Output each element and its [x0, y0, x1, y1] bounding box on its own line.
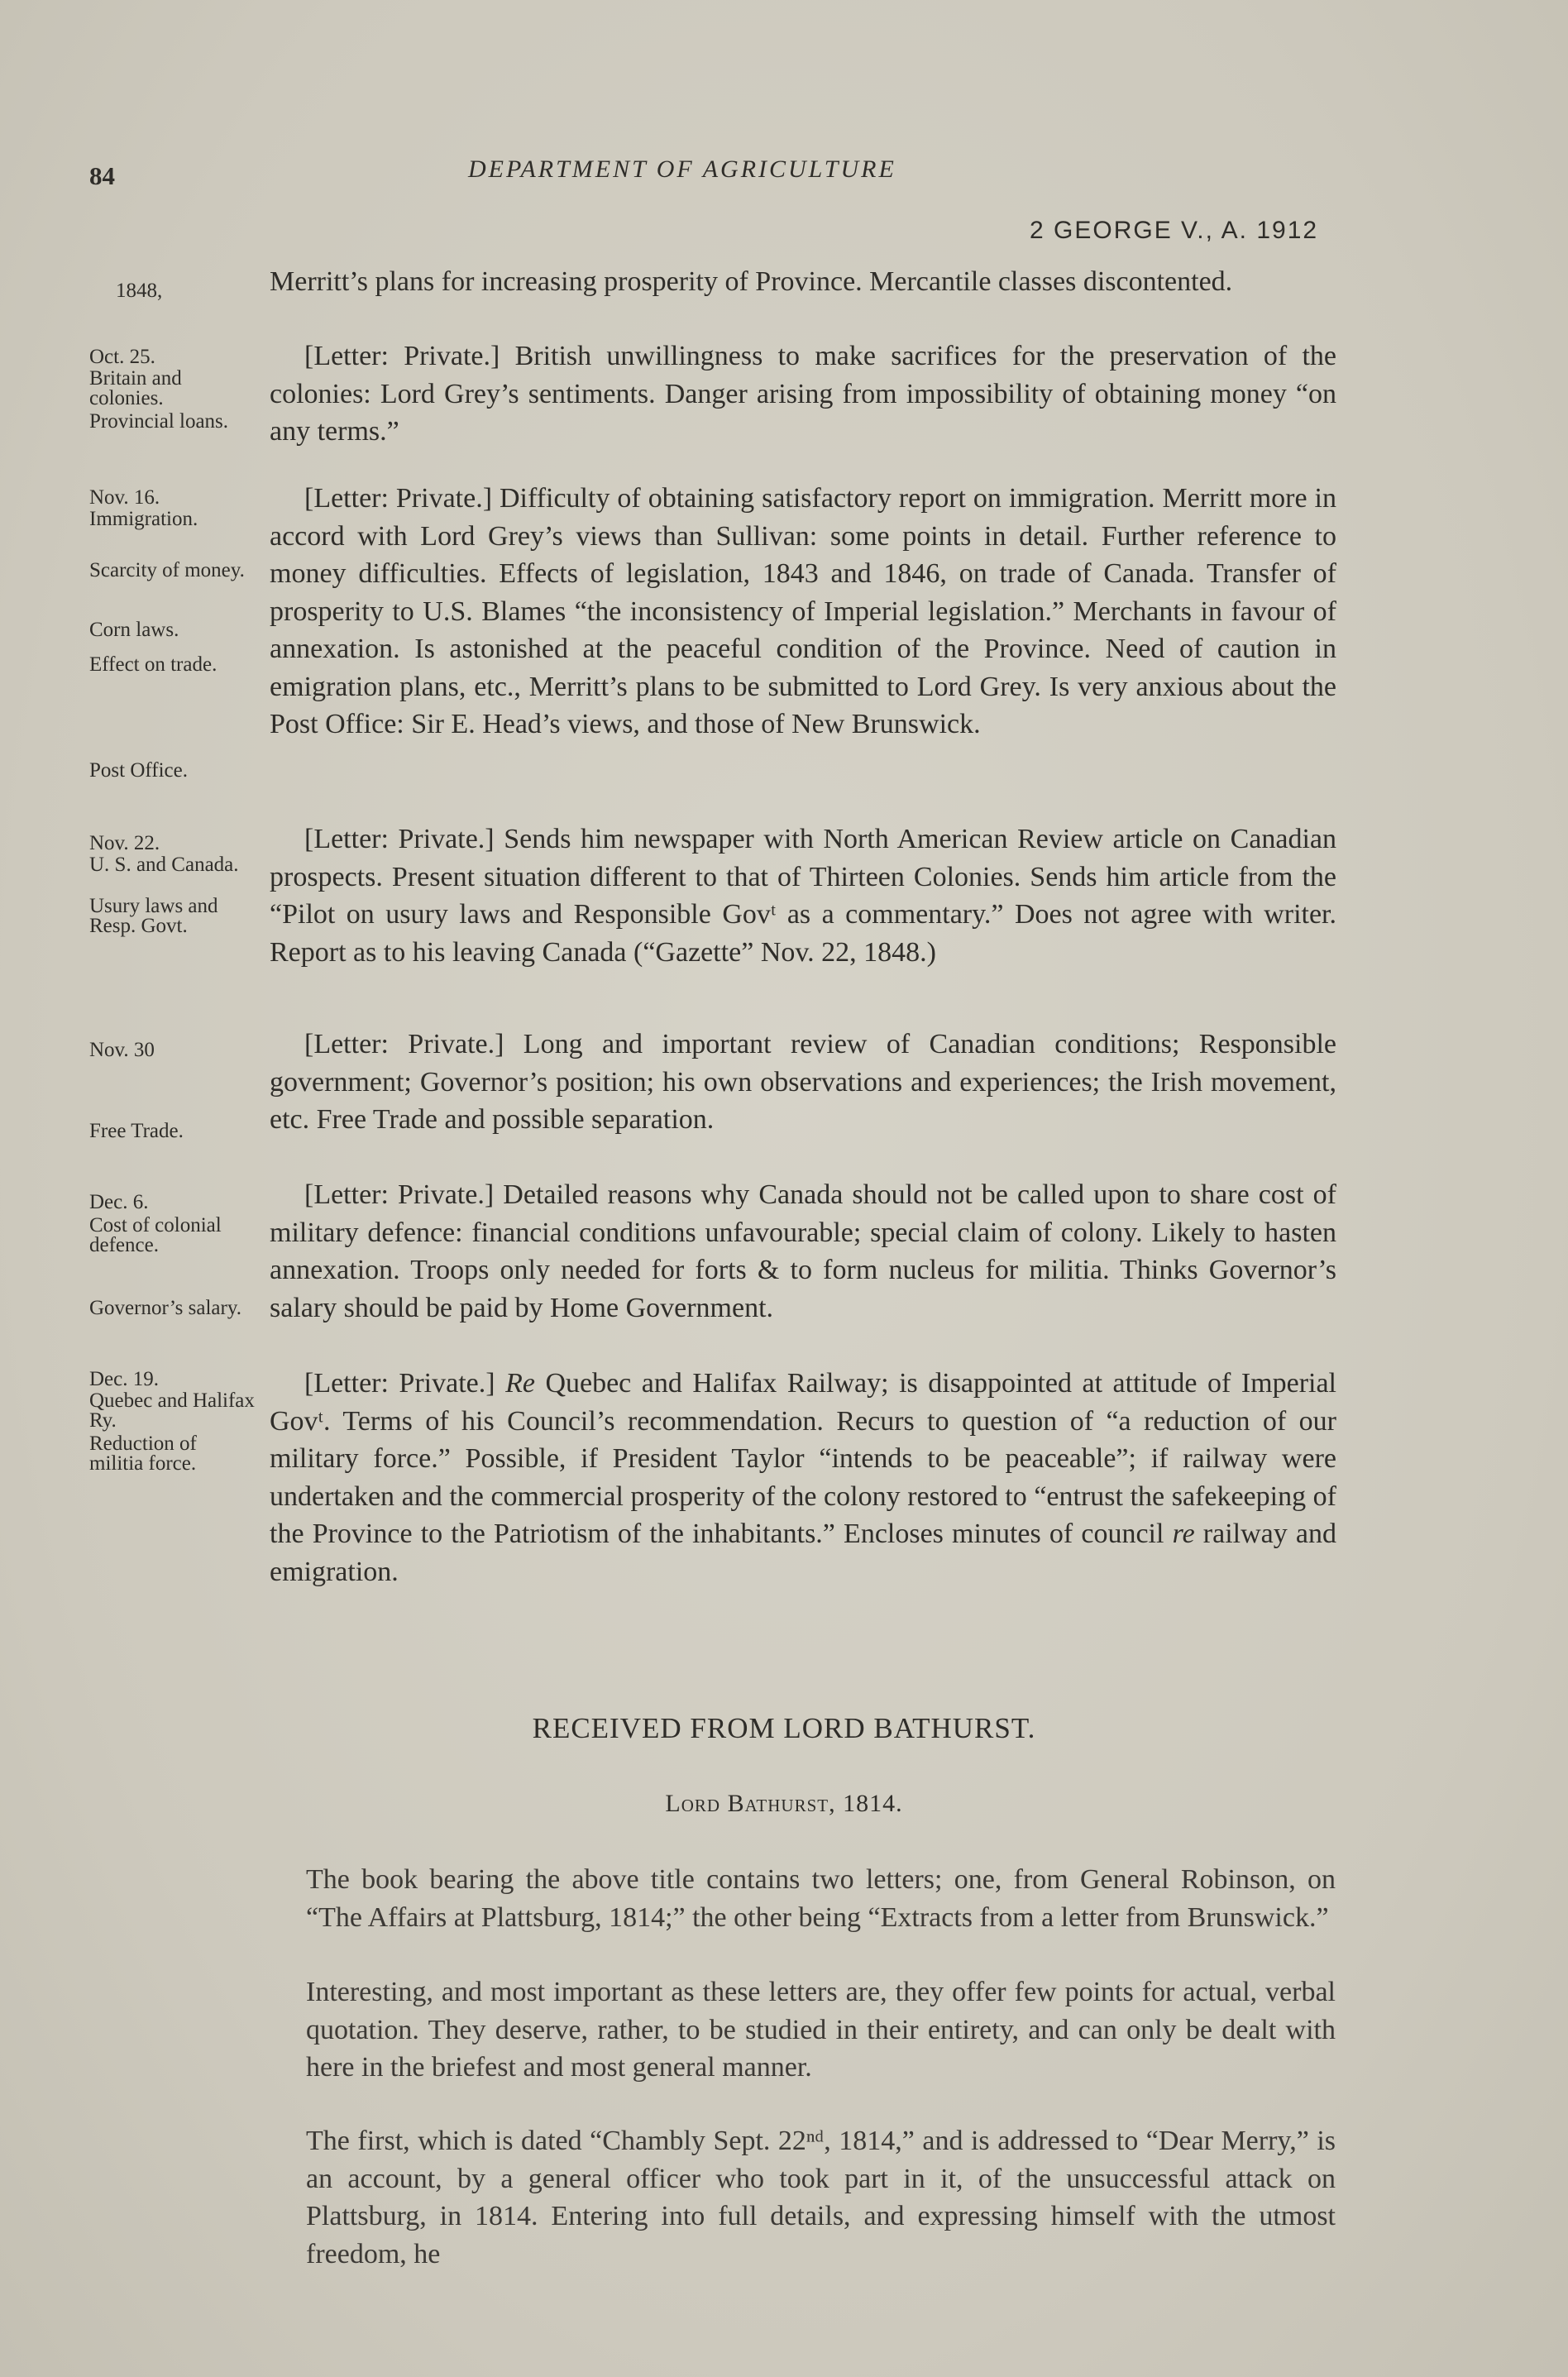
section-title: RECEIVED FROM LORD BATHURST.	[532, 1712, 1036, 1744]
margin-note-date: Nov. 30	[89, 1039, 155, 1061]
entry-text: [Letter: Private.] Long and important review of Canadian conditions; Responsible government; Governor’s position; his own observations and experiences; the Irish movement, etc. Free Trade and possible separation.	[270, 1029, 1336, 1135]
entry-text: [Letter: Private.] Detailed reasons why Canada should not be called upon to share cost of military defence: financial conditions unfavourable; special claim of colony. Likely to hasten annexation. Troops only needed for forts & to form nucleus for militia. Thinks Governor’s salary should be paid by Home Government.	[270, 1179, 1336, 1323]
margin-note-date: 1848,	[116, 280, 163, 302]
session-note: 2 GEORGE V., A. 1912	[1030, 217, 1319, 244]
margin-note: Corn laws.	[89, 619, 179, 641]
entry-text-italic: Re	[505, 1368, 535, 1399]
section-subtitle	[0, 1790, 1568, 1818]
entry-text-part: railway and emigration.	[270, 1519, 1337, 1587]
entry-text-part: Quebec and Halifax Railway; is disappointed at attitude of Imperial Govᵗ. Terms of his Council’s recommendation. Recurs to question of “a reduction of our military force.” Possible, if President Taylor “intends to be peaceable”; if railway were undertaken and the commercial prosperity of the colony restored to “entrust the safekeeping of the Province to the Patriotism of the inhabitants.” Encloses minutes of council	[270, 1368, 1337, 1549]
entry-text: [Letter: Private.] Difficulty of obtaining satisfactory report on immigration. Merritt more in accord with Lord Grey’s views than Sullivan: some points in detail. Further reference to money difficulties. Effects of legislation, 1843 and 1846, on trade of Canada. Transfer of prosperity to U.S. Blames “the inconsistency of Imperial legislation.” Merchants in favour of annexation. Is astonished at the peaceful condition of the Province. Need of caution in emigration plans, etc., Merritt’s plans to be submitted to Lord Grey. Is very anxious about the Post Office: Sir E. Head’s views, and those of New Brunswick.	[270, 483, 1336, 739]
margin-note-date: Oct. 25.	[89, 346, 155, 368]
margin-note: Provincial loans.	[89, 410, 229, 433]
entry-text: [Letter: Private.] Sends him newspaper with North American Review article on Canadian prospects. Present situation different to that of Thirteen Colonies. Sends him article from the “Pilot on usury laws and Responsible Govᵗ as a commentary.” Does not agree with writer. Report as to his leaving Canada (“Gazette” Nov. 22, 1848.)	[270, 824, 1336, 968]
margin-note: Reduction of militia force.	[89, 1432, 197, 1475]
entry-text-part: [Letter: Private.]	[304, 1368, 506, 1399]
page-number: 84	[89, 161, 115, 190]
margin-note: Governor’s salary.	[89, 1297, 241, 1319]
paragraph: The book bearing the above title contains two letters; one, from General Robinson, on “The Affairs at Plattsburg, 1814;” the other being “Extracts from a letter from Brunswick.”	[306, 1864, 1336, 1933]
margin-note: Britain and colonies.	[89, 367, 182, 409]
margin-note-date: Dec. 19.	[89, 1368, 159, 1390]
margin-note: Scarcity of money.	[89, 559, 245, 581]
margin-note: U. S. and Canada.	[89, 854, 239, 876]
margin-note: Quebec and Halifax Ry.	[89, 1389, 255, 1432]
subtitle-text: Lord Bathurst, 1814.	[665, 1790, 903, 1817]
margin-note: Usury laws and Resp. Govt.	[89, 895, 218, 937]
margin-note: Immigration.	[89, 508, 198, 530]
margin-note: Post Office.	[89, 759, 188, 782]
margin-note-date: Nov. 16.	[89, 486, 160, 509]
entry-text: [Letter: Private.] British unwillingness to make sacrifices for the preservation of the colonies: Lord Grey’s sentiments. Danger arising from impossibility of obtaining money “on any terms.”	[270, 341, 1336, 447]
paragraph: Interesting, and most important as these letters are, they offer few points for actual, verbal quotation. They deserve, rather, to be studied in their entirety, and can only be dealt with here in the briefest and most general manner.	[306, 1977, 1336, 2083]
margin-note-date: Nov. 22.	[89, 832, 160, 854]
margin-note: Effect on trade.	[89, 653, 218, 676]
running-head: DEPARTMENT OF AGRICULTURE	[468, 155, 896, 183]
margin-note: Cost of colonial defence.	[89, 1214, 222, 1256]
margin-note: Free Trade.	[89, 1120, 184, 1142]
entry-text-italic: re	[1172, 1519, 1195, 1549]
margin-note-date: Dec. 6.	[89, 1191, 149, 1213]
entry-text	[270, 1365, 1336, 1590]
paragraph: The first, which is dated “Chambly Sept. 22ⁿᵈ, 1814,” and is addressed to “Dear Merry,” is an account, by a general officer who took part in it, of the unsuccessful attack on Plattsburg, in 1814. Entering into full details, and expressing himself with the utmost freedom, he	[306, 2126, 1336, 2269]
entry-text: Merritt’s plans for increasing prosperity of Province. Mercantile classes discontented.	[270, 266, 1233, 297]
